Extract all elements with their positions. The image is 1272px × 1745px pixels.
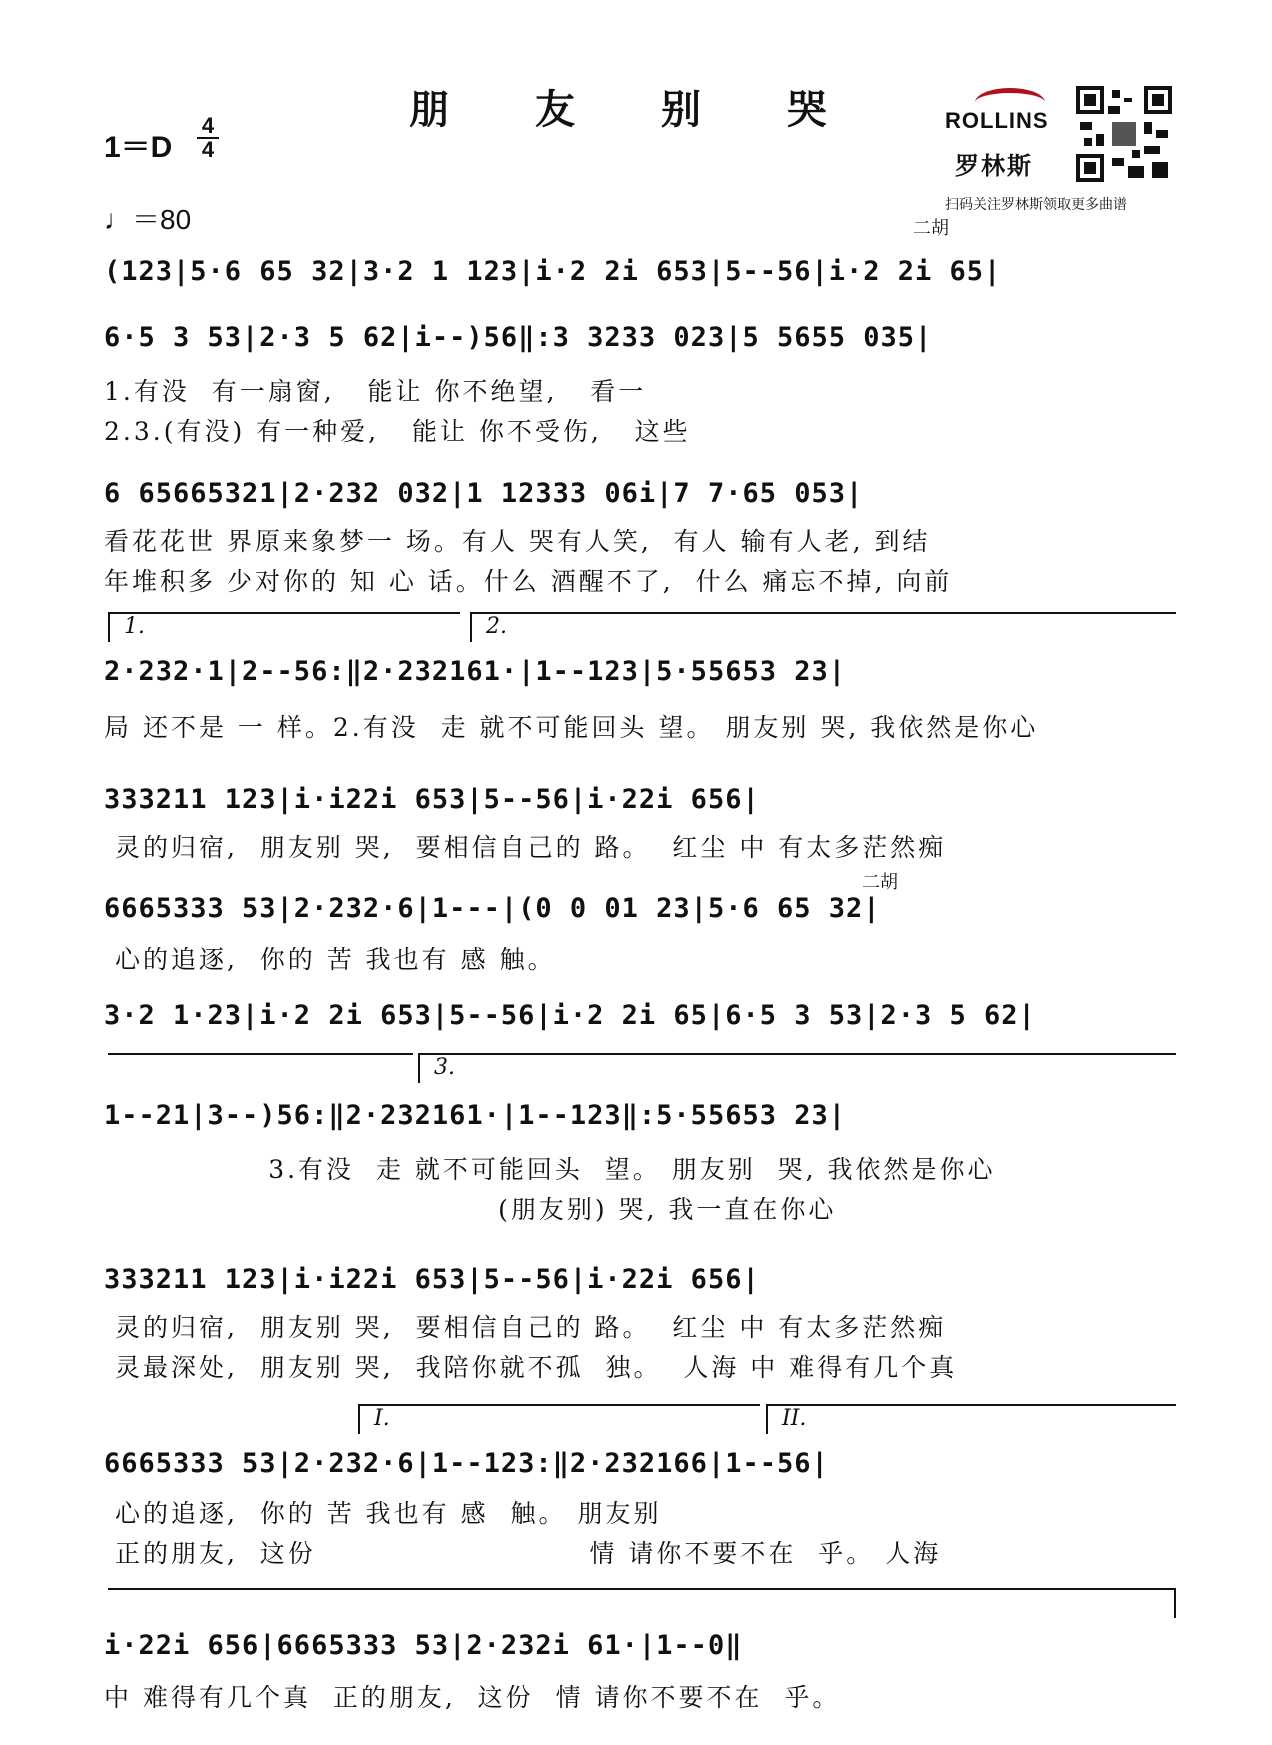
notation-row: 6665333 53|2·232·6|1---|(0 0 01 23|5·6 65 32| — [104, 893, 881, 924]
volta-bracket — [108, 1053, 413, 1083]
volta-bracket — [108, 1588, 1176, 1618]
time-signature — [197, 113, 219, 162]
volta-label: I. — [374, 1406, 390, 1431]
notation-row: 1--21|3--)56:‖2·232161·|1--123‖:5·55653 23| — [104, 1100, 846, 1131]
lyric-line: 灵最深处, 朋友别 哭, 我陪你就不孤 独。 人海 中 难得有几个真 — [104, 1353, 958, 1382]
brand-logo: ROLLINS — [945, 108, 1049, 133]
lyric-line: 年堆积多 少对你的 知 心 话。什么 酒醒不了, 什么 痛忘不掉, 向前 — [104, 567, 953, 596]
notation-row: 2·232·1|2--56:‖2·232161·|1--123|5·55653 23| — [104, 656, 846, 687]
meter-top: 4 — [201, 113, 215, 138]
song-title: 朋 友 别 哭 — [409, 86, 863, 133]
volta-bracket — [108, 612, 460, 642]
volta-label: II. — [782, 1406, 807, 1431]
volta-label: 3. — [434, 1055, 455, 1080]
tempo-marking: ♩＝80 — [104, 204, 192, 235]
lyric-line: 看花花世 界原来象梦一 场。有人 哭有人笑, 有人 输有人老, 到结 — [104, 527, 931, 556]
lyric-line: 灵的归宿, 朋友别 哭, 要相信自己的 路。 红尘 中 有太多茫然痴 — [104, 1313, 947, 1342]
notation-row: 6 65665321|2·232 032|1 12333 06i|7 7·65 053| — [104, 478, 864, 509]
instrument-annotation: 二胡 — [913, 218, 949, 239]
volta-bracket — [766, 1404, 1176, 1434]
lyric-line: 灵的归宿, 朋友别 哭, 要相信自己的 路。 红尘 中 有太多茫然痴 — [104, 833, 947, 862]
volta-label: 1. — [124, 614, 145, 639]
lyric-line: 心的追逐, 你的 苦 我也有 感 触。 — [104, 945, 556, 974]
notation-row: 6·5 3 53|2·3 5 62|i--)56‖:3 3233 023|5 5655 035| — [104, 322, 933, 353]
volta-bracket — [418, 1053, 1176, 1083]
notation-row: 333211 123|i·i22i 653|5--56|i·22i 656| — [104, 1264, 760, 1295]
lyric-line: 中 难得有几个真 正的朋友, 这份 情 请你不要不在 乎。 — [104, 1683, 841, 1712]
notation-row: 6665333 53|2·232·6|1--123:‖2·232166|1--56| — [104, 1448, 829, 1479]
brand-name: 罗林斯 — [955, 153, 1033, 180]
notation-row: i·22i 656|6665333 53|2·232i 61·|1--0‖ — [104, 1630, 743, 1661]
lyric-line: 局 还不是 一 样。2.有没 走 就不可能回头 望。 朋友别 哭, 我依然是你心 — [104, 713, 1039, 742]
volta-bracket — [470, 612, 1176, 642]
volta-label: 2. — [486, 614, 507, 639]
lyric-line: 正的朋友, 这份 情 请你不要不在 乎。 人海 — [104, 1539, 942, 1568]
qr-caption: 扫码关注罗林斯领取更多曲谱 — [945, 196, 1127, 212]
lyric-line: (朋友别) 哭, 我一直在你心 — [104, 1195, 837, 1224]
lyric-line: 心的追逐, 你的 苦 我也有 感 触。 朋友别 — [104, 1499, 662, 1528]
qr-code-icon — [1076, 86, 1172, 182]
meter-bottom: 4 — [201, 137, 215, 162]
lyric-line: 1.有没 有一扇窗, 能让 你不绝望, 看一 — [104, 377, 647, 406]
key-signature: 1＝D — [104, 131, 173, 164]
notation-row: 333211 123|i·i22i 653|5--56|i·22i 656| — [104, 784, 760, 815]
lyric-line: 3.有没 走 就不可能回头 望。 朋友别 哭, 我依然是你心 — [104, 1155, 996, 1184]
lyric-line: 2.3.(有没) 有一种爱, 能让 你不受伤, 这些 — [104, 417, 691, 446]
notation-row: (123|5·6 65 32|3·2 1 123|i·2 2i 653|5--56|i·2 2i 65| — [104, 256, 1002, 287]
instrument-annotation: 二胡 — [862, 872, 898, 893]
notation-row: 3·2 1·23|i·2 2i 653|5--56|i·2 2i 65|6·5 3 53|2·3 5 62| — [104, 1000, 1036, 1031]
volta-bracket — [358, 1404, 760, 1434]
